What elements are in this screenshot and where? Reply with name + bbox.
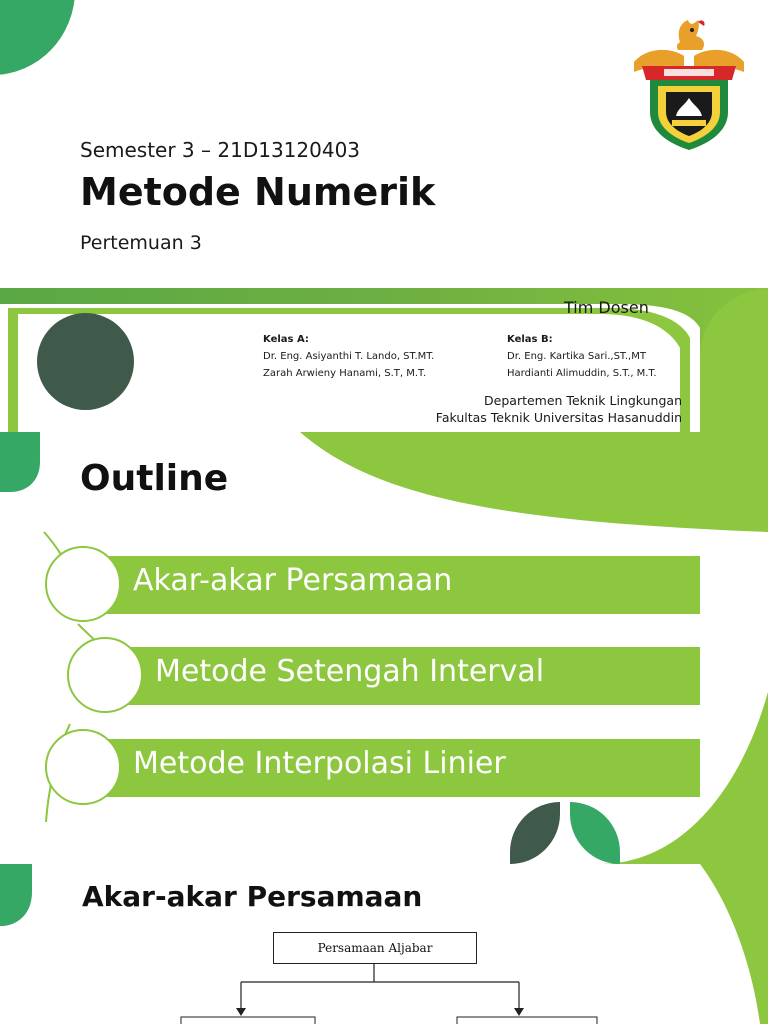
outline-title: Outline [80, 458, 229, 499]
class-a-block [263, 331, 434, 382]
roots-slide [0, 864, 768, 1024]
department-name: Departemen Teknik Lingkungan [484, 393, 682, 408]
team-label: Tim Dosen [564, 298, 649, 317]
team-slide [0, 288, 768, 432]
affiliation-block [436, 392, 682, 426]
meeting-number: Pertemuan 3 [80, 232, 202, 254]
class-a-heading: Kelas A: [263, 334, 309, 345]
outline-item-label: Metode Setengah Interval [155, 654, 545, 689]
flow-connectors [0, 864, 768, 1024]
title-slide [0, 0, 768, 288]
class-a-lecturer: Zarah Arwieny Hanami, S.T, M.T. [263, 368, 427, 379]
outline-item-label: Metode Interpolasi Linier [133, 746, 506, 781]
class-b-lecturer: Hardianti Alimuddin, S.T., M.T. [507, 368, 657, 379]
outline-item-bullet [67, 637, 143, 713]
faculty-name: Fakultas Teknik Universitas Hasanuddin [435, 410, 682, 425]
class-b-lecturer: Dr. Eng. Kartika Sari.,ST.,MT [507, 351, 646, 362]
course-title: Metode Numerik [80, 170, 436, 214]
decorative-circle [37, 313, 134, 410]
outline-item-label: Akar-akar Persamaan [133, 563, 453, 598]
flow-root-label: Persamaan Aljabar [317, 941, 433, 955]
roots-title: Akar-akar Persamaan [82, 880, 423, 913]
outline-slide [0, 432, 768, 864]
corner-decoration [0, 0, 75, 75]
class-b-block [507, 331, 657, 382]
university-crest-icon [628, 16, 750, 154]
outline-item-bullet [45, 729, 121, 805]
class-b-heading: Kelas B: [507, 334, 553, 345]
class-a-lecturer: Dr. Eng. Asiyanthi T. Lando, ST.MT. [263, 351, 435, 362]
outline-item-bullet [45, 546, 121, 622]
course-code: Semester 3 – 21D13120403 [80, 138, 361, 162]
